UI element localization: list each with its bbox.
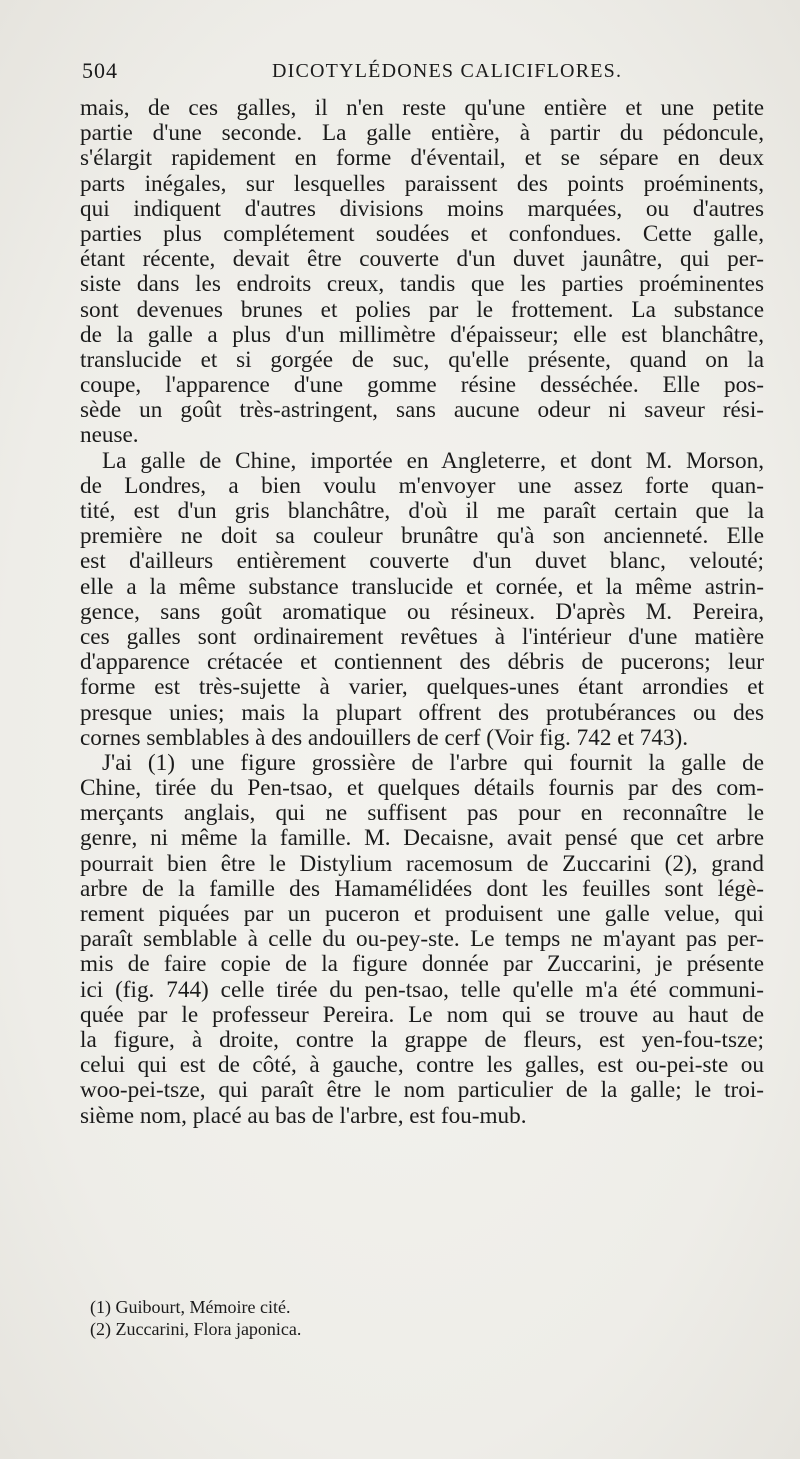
running-title: DICOTYLÉDONES CALICIFLORES. [272,60,623,82]
text-line: La galle de Chine, importée en Angleterre, et dont M. Morson, [102,447,764,474]
page-number: 504 [82,58,118,83]
text-line: sième nom, placé au bas de l'arbre, est fou-mub. [80,1102,527,1129]
text-line: étant récente, devait être couverte d'un duvet jaunâtre, qui per- [80,246,764,273]
text-line: quée par le professeur Pereira. Le nom qui se trouve au haut de [80,1001,764,1028]
text-line: de la galle a plus d'un millimètre d'épaisseur; elle est blanchâtre, [80,321,764,348]
text-line: J'ai (1) une figure grossière de l'arbre qui fournit la galle de [102,749,764,776]
text-line: première ne doit sa couleur brunâtre qu'à son ancienneté. Elle [80,523,764,550]
body-text [80,96,764,1129]
text-line: sont devenues brunes et polies par le frottement. La substance [80,296,764,323]
text-line: arbre de la famille des Hamamélidées dont les feuilles sont légè- [80,875,764,902]
text-line: translucide et si gorgée de suc, qu'elle présente, quand on la [80,346,764,373]
text-line: coupe, l'apparence d'une gomme résine desséchée. Elle pos- [80,372,764,399]
footnote: (2) Zuccarini, Flora japonica. [90,1319,302,1339]
text-line: genre, ni même la famille. M. Decaisne, avait pensé que cet arbre [80,825,764,852]
text-line: Chine, tirée du Pen-tsao, et quelques détails fournis par des com- [80,775,764,802]
text-line: ici (fig. 744) celle tirée du pen-tsao, telle qu'elle m'a été communi- [80,976,764,1003]
text-line: gence, sans goût aromatique ou résineux. D'après M. Pereira, [80,598,764,625]
text-line: s'élargit rapidement en forme d'éventail, et se sépare en deux [80,145,764,172]
text-line: partie d'une seconde. La galle entière, à partir du pédoncule, [80,120,764,147]
text-line: la figure, à droite, contre la grappe de fleurs, est yen-fou-tsze; [80,1026,764,1053]
text-line: woo-pei-tsze, qui paraît être le nom particulier de la galle; le troi- [80,1077,764,1104]
footnotes [90,1296,690,1340]
text-line: rement piquées par un puceron et produisent une galle velue, qui [80,901,764,927]
text-line: elle a la même substance translucide et cornée, et la même astrin- [80,573,764,600]
text-line: sède un goût très-astringent, sans aucune odeur ni saveur rési- [80,397,764,424]
text-line: forme est très-sujette à varier, quelques-unes étant arrondies et [80,674,764,701]
text-line: parts inégales, sur lesquelles paraissent des points proéminents, [80,170,764,197]
text-line: merçants anglais, qui ne suffisent pas pour en reconnaître le [80,800,764,827]
text-line: ces galles sont ordinairement revêtues à l'intérieur d'une matière [80,623,764,650]
text-line: celui qui est de côté, à gauche, contre les galles, est ou-pei-ste ou [80,1052,764,1079]
text-line: paraît semblable à celle du ou-pey-ste. Le temps ne m'ayant pas per- [80,926,764,953]
text-line: pourrait bien être le Distylium racemosum de Zuccarini (2), grand [80,850,764,877]
text-line: mis de faire copie de la figure donnée par Zuccarini, je présente [80,951,764,978]
text-line: qui indiquent d'autres divisions moins marquées, ou d'autres [80,195,764,222]
text-line: d'apparence crétacée et contiennent des débris de pucerons; leur [80,649,764,676]
footnote: (1) Guibourt, Mémoire cité. [90,1297,291,1317]
text-line: neuse. [80,422,139,449]
text-line: est d'ailleurs entièrement couverte d'un duvet blanc, velouté; [80,548,764,575]
text-line: tité, est d'un gris blanchâtre, d'où il me paraît certain que la [80,498,764,524]
text-line: parties plus complétement soudées et confondues. Cette galle, [80,220,764,247]
text-line: cornes semblables à des andouillers de cerf (Voir fig. 742 et 743). [80,724,689,751]
text-line: siste dans les endroits creux, tandis que les parties proéminentes [80,271,764,298]
page-header [82,58,782,88]
text-line: de Londres, a bien voulu m'envoyer une assez forte quan- [80,472,764,499]
text-line: mais, de ces galles, il n'en reste qu'une entière et une petite [80,95,764,121]
text-line: presque unies; mais la plupart offrent des protubérances ou des [80,699,764,726]
